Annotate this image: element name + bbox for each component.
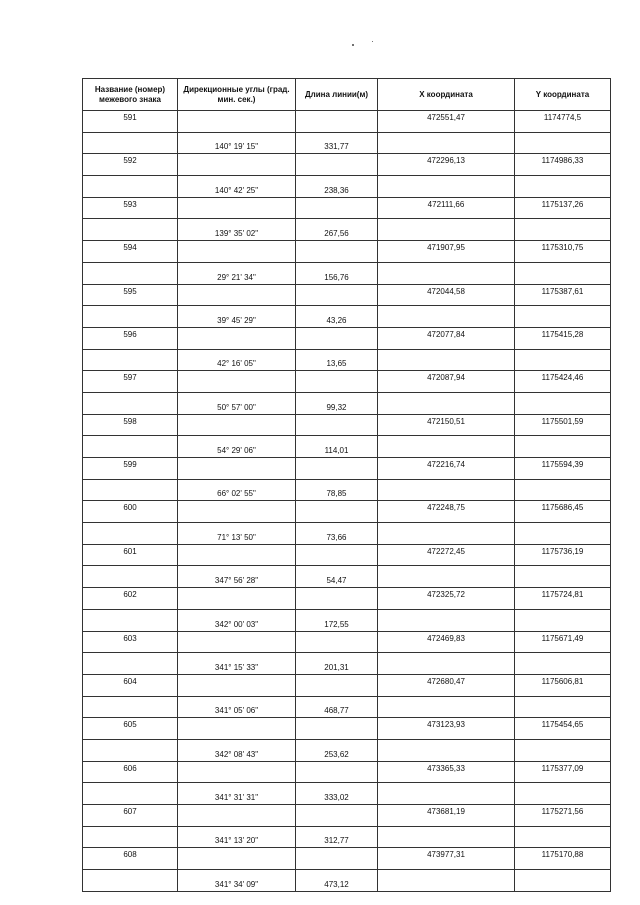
point-name: 595 xyxy=(83,284,178,306)
line-length: 267,56 xyxy=(296,219,378,241)
angle-cell xyxy=(178,458,296,480)
x-coordinate: 471907,95 xyxy=(378,241,515,263)
point-name xyxy=(83,826,178,848)
y-coordinate xyxy=(515,392,611,414)
point-name: 608 xyxy=(83,848,178,870)
y-coordinate: 1175271,56 xyxy=(515,805,611,827)
point-name xyxy=(83,479,178,501)
x-coordinate xyxy=(378,349,515,371)
length-cell xyxy=(296,197,378,219)
point-name xyxy=(83,349,178,371)
x-coordinate xyxy=(378,609,515,631)
x-coordinate xyxy=(378,826,515,848)
table-row xyxy=(83,219,611,241)
point-name: 600 xyxy=(83,501,178,523)
point-name xyxy=(83,653,178,675)
directional-angle: 140° 42' 25" xyxy=(178,176,296,198)
x-coordinate xyxy=(378,653,515,675)
point-name xyxy=(83,783,178,805)
x-coordinate: 473977,31 xyxy=(378,848,515,870)
directional-angle: 342° 00' 03" xyxy=(178,609,296,631)
directional-angle: 341° 05' 06" xyxy=(178,696,296,718)
y-coordinate xyxy=(515,176,611,198)
table-row xyxy=(83,306,611,328)
line-length: 201,31 xyxy=(296,653,378,675)
length-cell xyxy=(296,544,378,566)
point-name xyxy=(83,262,178,284)
x-coordinate xyxy=(378,219,515,241)
header-length: Длина линии(м) xyxy=(296,79,378,111)
directional-angle: 140° 19' 15" xyxy=(178,132,296,154)
y-coordinate: 1175137,26 xyxy=(515,197,611,219)
point-name: 591 xyxy=(83,111,178,133)
x-coordinate: 473365,33 xyxy=(378,761,515,783)
length-cell xyxy=(296,674,378,696)
y-coordinate: 1175671,49 xyxy=(515,631,611,653)
length-cell xyxy=(296,588,378,610)
x-coordinate xyxy=(378,870,515,892)
y-coordinate: 1175594,39 xyxy=(515,458,611,480)
directional-angle: 341° 15' 33" xyxy=(178,653,296,675)
scan-speck xyxy=(372,41,373,42)
x-coordinate: 472325,72 xyxy=(378,588,515,610)
angle-cell xyxy=(178,674,296,696)
point-name xyxy=(83,566,178,588)
x-coordinate: 472077,84 xyxy=(378,327,515,349)
table-row xyxy=(83,653,611,675)
point-name: 596 xyxy=(83,327,178,349)
point-name: 604 xyxy=(83,674,178,696)
x-coordinate: 473681,19 xyxy=(378,805,515,827)
line-length: 73,66 xyxy=(296,523,378,545)
table-row xyxy=(83,761,611,783)
x-coordinate xyxy=(378,566,515,588)
y-coordinate: 1175686,45 xyxy=(515,501,611,523)
y-coordinate xyxy=(515,262,611,284)
angle-cell xyxy=(178,327,296,349)
angle-cell xyxy=(178,848,296,870)
point-name: 594 xyxy=(83,241,178,263)
table-row xyxy=(83,436,611,458)
point-name xyxy=(83,609,178,631)
y-coordinate: 1175387,61 xyxy=(515,284,611,306)
line-length: 114,01 xyxy=(296,436,378,458)
line-length: 312,77 xyxy=(296,826,378,848)
y-coordinate: 1174774,5 xyxy=(515,111,611,133)
y-coordinate: 1175501,59 xyxy=(515,414,611,436)
table-row xyxy=(83,371,611,393)
point-name: 593 xyxy=(83,197,178,219)
angle-cell xyxy=(178,588,296,610)
x-coordinate xyxy=(378,132,515,154)
table-row xyxy=(83,674,611,696)
point-name: 598 xyxy=(83,414,178,436)
y-coordinate xyxy=(515,349,611,371)
x-coordinate: 472216,74 xyxy=(378,458,515,480)
y-coordinate: 1175454,65 xyxy=(515,718,611,740)
line-length: 43,26 xyxy=(296,306,378,328)
table-row xyxy=(83,501,611,523)
table-header xyxy=(83,79,611,111)
x-coordinate: 472087,94 xyxy=(378,371,515,393)
table-row xyxy=(83,544,611,566)
length-cell xyxy=(296,154,378,176)
line-length: 473,12 xyxy=(296,870,378,892)
y-coordinate: 1175606,81 xyxy=(515,674,611,696)
line-length: 78,85 xyxy=(296,479,378,501)
y-coordinate xyxy=(515,219,611,241)
directional-angle: 347° 56' 28" xyxy=(178,566,296,588)
point-name xyxy=(83,523,178,545)
directional-angle: 39° 45' 29" xyxy=(178,306,296,328)
table-row xyxy=(83,870,611,892)
table-row xyxy=(83,479,611,501)
table-row xyxy=(83,588,611,610)
angle-cell xyxy=(178,154,296,176)
point-name xyxy=(83,219,178,241)
directional-angle: 54° 29' 06" xyxy=(178,436,296,458)
table-row xyxy=(83,718,611,740)
point-name: 602 xyxy=(83,588,178,610)
y-coordinate xyxy=(515,132,611,154)
table-row xyxy=(83,154,611,176)
point-name xyxy=(83,392,178,414)
line-length: 333,02 xyxy=(296,783,378,805)
line-length: 253,62 xyxy=(296,739,378,761)
table-row xyxy=(83,392,611,414)
header-x: X координата xyxy=(378,79,515,111)
angle-cell xyxy=(178,718,296,740)
x-coordinate xyxy=(378,739,515,761)
y-coordinate: 1175310,75 xyxy=(515,241,611,263)
x-coordinate: 472551,47 xyxy=(378,111,515,133)
table-row xyxy=(83,696,611,718)
table-row xyxy=(83,241,611,263)
boundary-coordinates-table xyxy=(82,78,611,892)
x-coordinate: 472469,83 xyxy=(378,631,515,653)
length-cell xyxy=(296,848,378,870)
table-row xyxy=(83,739,611,761)
x-coordinate xyxy=(378,523,515,545)
table-row xyxy=(83,566,611,588)
directional-angle: 341° 13' 20" xyxy=(178,826,296,848)
directional-angle: 29° 21' 34" xyxy=(178,262,296,284)
y-coordinate: 1175170,88 xyxy=(515,848,611,870)
x-coordinate: 472248,75 xyxy=(378,501,515,523)
x-coordinate xyxy=(378,262,515,284)
x-coordinate: 472296,13 xyxy=(378,154,515,176)
scan-speck xyxy=(352,44,354,46)
y-coordinate xyxy=(515,826,611,848)
header-name: Название (номер) межевого знака xyxy=(83,79,178,111)
x-coordinate: 472111,66 xyxy=(378,197,515,219)
x-coordinate xyxy=(378,783,515,805)
table-row xyxy=(83,414,611,436)
line-length: 331,77 xyxy=(296,132,378,154)
table-row xyxy=(83,262,611,284)
x-coordinate: 472272,45 xyxy=(378,544,515,566)
angle-cell xyxy=(178,414,296,436)
table-row xyxy=(83,848,611,870)
table-row xyxy=(83,523,611,545)
directional-angle: 341° 34' 09" xyxy=(178,870,296,892)
table-row xyxy=(83,783,611,805)
y-coordinate xyxy=(515,479,611,501)
table-row xyxy=(83,458,611,480)
angle-cell xyxy=(178,111,296,133)
x-coordinate xyxy=(378,176,515,198)
line-length: 156,76 xyxy=(296,262,378,284)
point-name xyxy=(83,696,178,718)
y-coordinate xyxy=(515,523,611,545)
x-coordinate xyxy=(378,436,515,458)
x-coordinate: 472044,58 xyxy=(378,284,515,306)
table-row xyxy=(83,805,611,827)
angle-cell xyxy=(178,284,296,306)
table-row xyxy=(83,327,611,349)
point-name xyxy=(83,176,178,198)
y-coordinate xyxy=(515,609,611,631)
point-name: 605 xyxy=(83,718,178,740)
y-coordinate xyxy=(515,306,611,328)
table-row xyxy=(83,132,611,154)
line-length: 468,77 xyxy=(296,696,378,718)
length-cell xyxy=(296,371,378,393)
y-coordinate: 1174986,33 xyxy=(515,154,611,176)
length-cell xyxy=(296,761,378,783)
y-coordinate: 1175415,28 xyxy=(515,327,611,349)
length-cell xyxy=(296,284,378,306)
angle-cell xyxy=(178,631,296,653)
length-cell xyxy=(296,805,378,827)
table-row xyxy=(83,111,611,133)
angle-cell xyxy=(178,241,296,263)
point-name xyxy=(83,870,178,892)
y-coordinate xyxy=(515,696,611,718)
point-name xyxy=(83,739,178,761)
point-name: 599 xyxy=(83,458,178,480)
line-length: 54,47 xyxy=(296,566,378,588)
point-name: 592 xyxy=(83,154,178,176)
y-coordinate: 1175724,81 xyxy=(515,588,611,610)
x-coordinate xyxy=(378,696,515,718)
angle-cell xyxy=(178,371,296,393)
length-cell xyxy=(296,414,378,436)
y-coordinate xyxy=(515,436,611,458)
x-coordinate: 472150,51 xyxy=(378,414,515,436)
table-row xyxy=(83,284,611,306)
length-cell xyxy=(296,501,378,523)
table-row xyxy=(83,197,611,219)
line-length: 99,32 xyxy=(296,392,378,414)
point-name: 607 xyxy=(83,805,178,827)
point-name xyxy=(83,306,178,328)
length-cell xyxy=(296,241,378,263)
point-name: 603 xyxy=(83,631,178,653)
table-row xyxy=(83,349,611,371)
point-name: 601 xyxy=(83,544,178,566)
directional-angle: 139° 35' 02" xyxy=(178,219,296,241)
length-cell xyxy=(296,111,378,133)
y-coordinate: 1175736,19 xyxy=(515,544,611,566)
x-coordinate: 473123,93 xyxy=(378,718,515,740)
directional-angle: 42° 16' 05" xyxy=(178,349,296,371)
y-coordinate xyxy=(515,739,611,761)
angle-cell xyxy=(178,805,296,827)
point-name xyxy=(83,132,178,154)
directional-angle: 342° 08' 43" xyxy=(178,739,296,761)
x-coordinate xyxy=(378,306,515,328)
point-name xyxy=(83,436,178,458)
table-body xyxy=(83,111,611,892)
angle-cell xyxy=(178,197,296,219)
length-cell xyxy=(296,718,378,740)
directional-angle: 66° 02' 55" xyxy=(178,479,296,501)
directional-angle: 71° 13' 50" xyxy=(178,523,296,545)
length-cell xyxy=(296,458,378,480)
angle-cell xyxy=(178,544,296,566)
y-coordinate: 1175377,09 xyxy=(515,761,611,783)
y-coordinate xyxy=(515,566,611,588)
length-cell xyxy=(296,327,378,349)
line-length: 238,36 xyxy=(296,176,378,198)
angle-cell xyxy=(178,761,296,783)
y-coordinate xyxy=(515,870,611,892)
point-name: 597 xyxy=(83,371,178,393)
line-length: 13,65 xyxy=(296,349,378,371)
y-coordinate xyxy=(515,783,611,805)
header-y: Y координата xyxy=(515,79,611,111)
point-name: 606 xyxy=(83,761,178,783)
x-coordinate xyxy=(378,392,515,414)
table-row xyxy=(83,826,611,848)
x-coordinate xyxy=(378,479,515,501)
directional-angle: 50° 57' 00" xyxy=(178,392,296,414)
length-cell xyxy=(296,631,378,653)
angle-cell xyxy=(178,501,296,523)
header-angle: Дирекционные углы (град. мин. сек.) xyxy=(178,79,296,111)
table-row xyxy=(83,176,611,198)
directional-angle: 341° 31' 31" xyxy=(178,783,296,805)
table-row xyxy=(83,631,611,653)
y-coordinate xyxy=(515,653,611,675)
line-length: 172,55 xyxy=(296,609,378,631)
y-coordinate: 1175424,46 xyxy=(515,371,611,393)
x-coordinate: 472680,47 xyxy=(378,674,515,696)
table-row xyxy=(83,609,611,631)
